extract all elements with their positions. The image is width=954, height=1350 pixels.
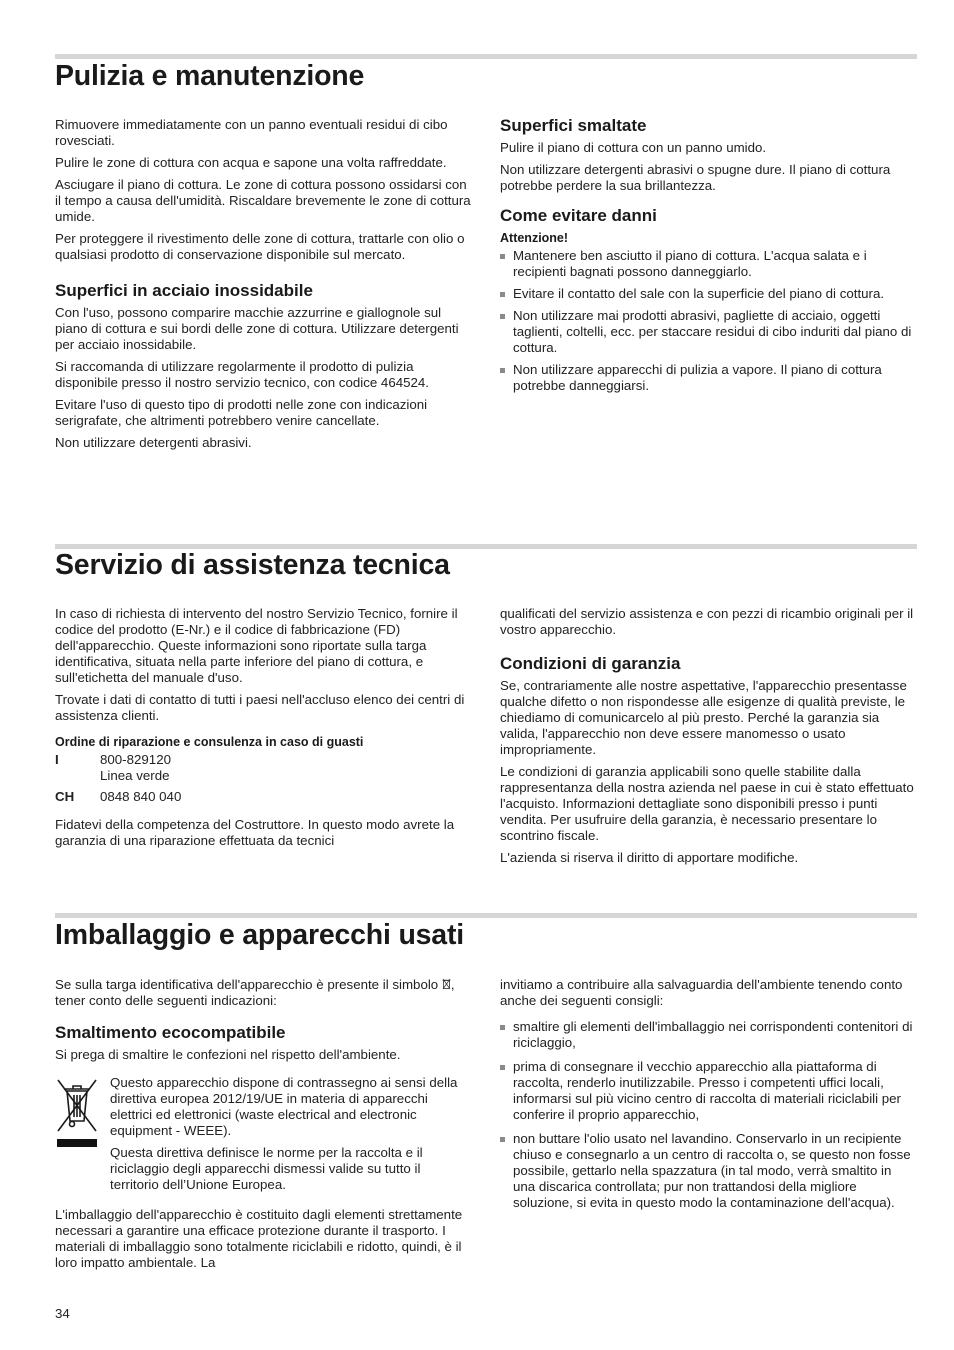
section-title-service: Servizio di assistenza tecnica	[55, 549, 450, 581]
list-item: Mantenere ben asciutto il piano di cottura. L'acqua salata e i recipienti bagnati possono danneggiarlo.	[500, 248, 916, 280]
list-item: Non utilizzare mai prodotti abrasivi, pagliette di acciaio, oggetti taglienti, coltelli, ecc. per staccare residui di cibo induriti dal piano di cottura.	[500, 308, 916, 356]
subheading-stainless-steel: Superfici in acciaio inossidabile	[55, 281, 313, 300]
section-divider	[55, 913, 917, 918]
damage-list	[500, 248, 916, 394]
bullet-square-icon	[500, 314, 505, 319]
paragraph: Per proteggere il rivestimento delle zone di cottura, trattarle con olio o qualsiasi prodotto di conservazione disponibile sul mercato.	[55, 231, 465, 262]
service-right-column	[500, 606, 916, 872]
paragraph: Pulire il piano di cottura con un panno umido.	[500, 140, 767, 155]
contact-table	[55, 752, 471, 805]
paragraph: qualificati del servizio assistenza e con pezzi di ricambio originali per il vostro apparecchio.	[500, 606, 914, 637]
paragraph: Si prega di smaltire le confezioni nel rispetto dell'ambiente.	[55, 1047, 401, 1062]
subheading-eco-disposal: Smaltimento ecocompatibile	[55, 1023, 286, 1042]
subheading-warranty: Condizioni di garanzia	[500, 654, 681, 673]
paragraph: Se sulla targa identificativa dell'apparecchio è presente il simbolo , tener conto delle seguenti indicazioni:	[55, 977, 455, 1008]
bullet-square-icon	[500, 254, 505, 259]
list-item: non buttare l'olio usato nel lavandino. Conservarlo in un recipiente chiuso e consegnarlo a un centro di raccolta o, se questo non fosse possibile, gettarlo nella spazzatura (in tal modo, verrà smaltito in una discarica controllata; pur non trattandosi della migliore soluzione, si evita in questo modo la contaminazione dell'acqua).	[500, 1131, 916, 1211]
paragraph: Asciugare il piano di cottura. Le zone di cottura possono ossidarsi con il tempo a causa dell'umidità. Riscaldare brevemente le zone di cottura umide.	[55, 177, 471, 224]
paragraph: Questa direttiva definisce le norme per la raccolta e il riciclaggio degli apparecchi dismessi valide su tutto il territorio dell’Unione Europea.	[110, 1145, 423, 1192]
paragraph: In caso di richiesta di intervento del nostro Servizio Tecnico, fornire il codice del prodotto (E-Nr.) e il codice di fabbricazione (FD) dell'apparecchio. Queste informazioni sono riportate sulla targa identificativa, situata nella parte inferiore del piano di cottura, e sull'etichetta del manuale d'uso.	[55, 606, 458, 685]
bullet-square-icon	[500, 1137, 505, 1142]
list-item: Evitare il contatto del sale con la superficie del piano di cottura.	[500, 286, 916, 302]
country-code: CH	[55, 789, 75, 804]
paragraph: Evitare l'uso di questo tipo di prodotti nelle zone con indicazioni serigrafate, che altrimenti potrebbero venire cancellate.	[55, 397, 428, 428]
list-item: Non utilizzare apparecchi di pulizia a vapore. Il piano di cottura potrebbe danneggiarsi.	[500, 362, 916, 394]
paragraph: Le condizioni di garanzia applicabili sono quelle stabilite dalla rappresentanza della nostra azienda nel paese in cui è stato effettuato l'acquisto. Informazioni dettagliate sono disponibili presso i punti vendita. Per usufruire della garanzia, è necessario presentare lo scontrino fiscale.	[500, 764, 914, 843]
phone-note: Linea verde	[100, 768, 170, 783]
bullet-square-icon	[500, 292, 505, 297]
paragraph: Con l'uso, possono comparire macchie azzurrine e giallognole sul piano di cottura e sui bordi delle zone di cottura. Utilizzare detergenti per acciaio inossidabile.	[55, 305, 459, 352]
paragraph: Rimuovere immediatamente con un panno eventuali residui di cibo rovesciati.	[55, 117, 448, 148]
waste-bin-icon	[442, 978, 451, 990]
section-title-cleaning: Pulizia e manutenzione	[55, 60, 365, 92]
paragraph: Non utilizzare detergenti abrasivi.	[55, 435, 252, 450]
packaging-right-column	[500, 977, 916, 1217]
paragraph: Fidatevi della competenza del Costruttore. In questo modo avrete la garanzia di una riparazione effettuata da tecnici	[55, 817, 455, 848]
cleaning-left-column	[55, 117, 471, 457]
cleaning-right-column	[500, 116, 916, 400]
country-code: I	[55, 752, 59, 767]
paragraph: Questo apparecchio dispone di contrassegno ai sensi della direttiva europea 2012/19/UE in materia di apparecchi elettrici ed elettronici (waste electrical and electronic equipment - WEEE).	[110, 1075, 458, 1138]
attention-label: Attenzione!	[500, 231, 569, 245]
paragraph: L'azienda si riserva il diritto di apportare modifiche.	[500, 850, 799, 865]
paragraph: L'imballaggio dell'apparecchio è costituito dagli elementi strettamente necessari a garantire una efficace protezione durante il trasporto. I materiali di imballaggio sono totalmente riciclabili e ridotto, quindi, è il loro impatto ambientale. La	[55, 1207, 463, 1270]
paragraph: Se, contrariamente alle nostre aspettative, l'apparecchio presentasse qualche difetto o non rispondesse alle esigenze di qualità previste, le chiediamo di comunicarcelo al più presto. Perché la garanzia sia valida, l'apparecchio non deve essere manomesso o usato impropriamente.	[500, 678, 907, 757]
paragraph: Si raccomanda di utilizzare regolarmente il prodotto di pulizia disponibile presso il nostro servizio tecnico, con codice 464524.	[55, 359, 430, 390]
paragraph: invitiamo a contribuire alla salvaguardia dell'ambiente tenendo conto anche dei seguenti consigli:	[500, 977, 903, 1008]
subheading-avoid-damage: Come evitare danni	[500, 206, 657, 225]
phone-number: 800-829120	[100, 752, 171, 767]
paragraph: Pulire le zone di cottura con acqua e sapone una volta raffreddate.	[55, 155, 447, 170]
paragraph: Non utilizzare detergenti abrasivi o spugne dure. Il piano di cottura potrebbe perdere la sua brillantezza.	[500, 162, 891, 193]
subheading-enamel: Superfici smaltate	[500, 116, 647, 135]
section-divider	[55, 54, 917, 59]
repair-order-heading: Ordine di riparazione e consulenza in caso di guasti	[55, 735, 364, 749]
service-left-column	[55, 606, 471, 855]
disposal-tips-list	[500, 1019, 916, 1211]
section-title-packaging: Imballaggio e apparecchi usati	[55, 919, 464, 951]
paragraph: Trovate i dati di contatto di tutti i paesi nell'accluso elenco dei centri di assistenza clienti.	[55, 692, 465, 723]
list-item: prima di consegnare il vecchio apparecchio alla piattaforma di raccolta, renderlo inutilizzabile. Presso i competenti uffici locali, informarsi sul più vicino centro di raccolta di materiali riciclabili per conferire il proprio apparecchio,	[500, 1059, 916, 1123]
contact-entry	[100, 752, 471, 784]
bullet-square-icon	[500, 1065, 505, 1070]
bullet-square-icon	[500, 368, 505, 373]
bullet-square-icon	[500, 1025, 505, 1030]
list-item: smaltire gli elementi dell'imballaggio nei corrispondenti contenitori di riciclaggio,	[500, 1019, 916, 1051]
phone-number: 0848 840 040	[100, 789, 182, 804]
crossed-out-wheelie-bin-icon	[55, 1077, 99, 1149]
page-number: 34	[55, 1306, 70, 1321]
weee-notice	[55, 1075, 471, 1195]
packaging-left-column	[55, 977, 471, 1277]
